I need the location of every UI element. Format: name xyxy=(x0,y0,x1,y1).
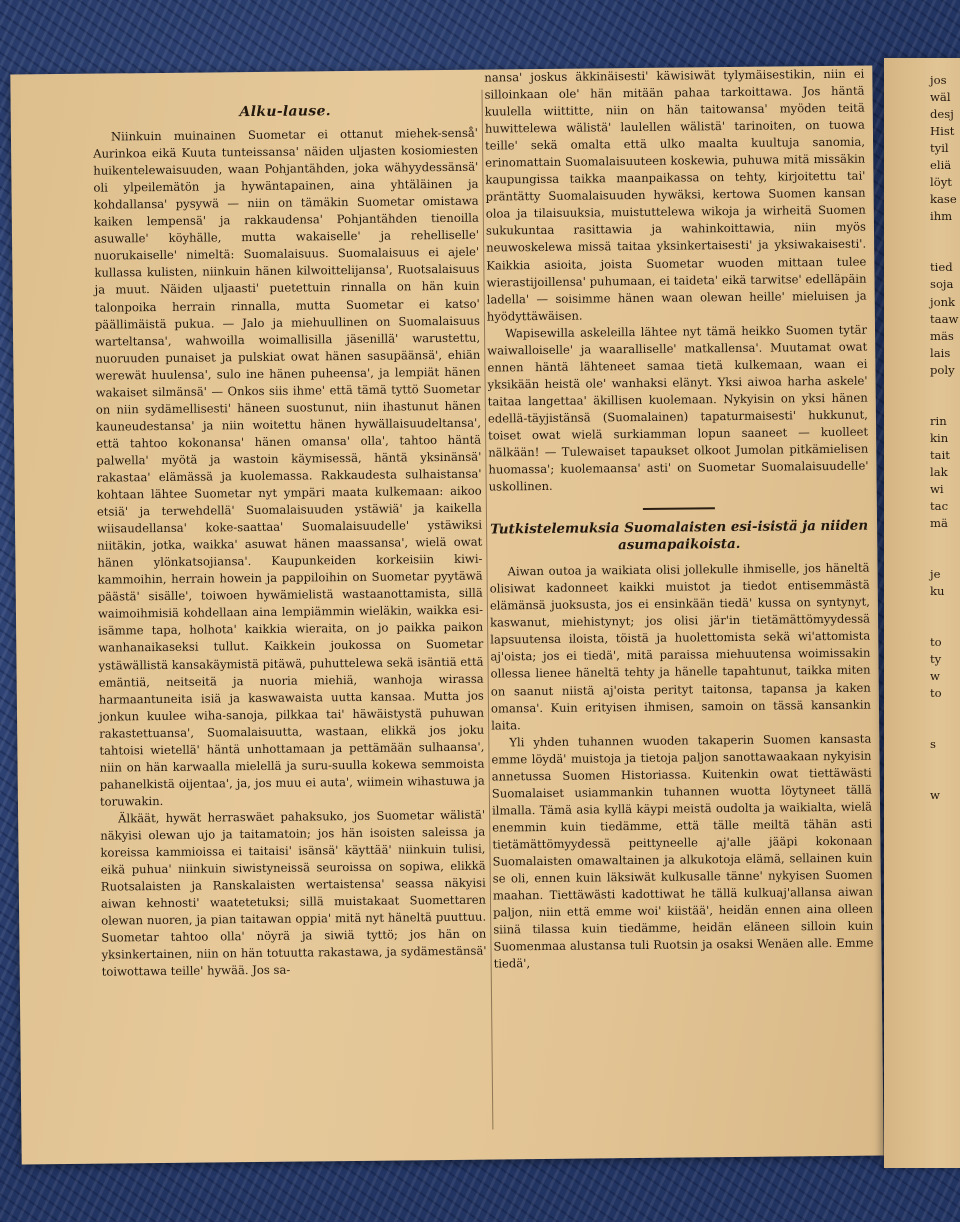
article-headline-tutkistelemuksia: Tutkistelemuksia Suomalaisten esi-isistä ja niiden asumapaikoista. xyxy=(490,517,869,554)
left-column xyxy=(93,102,487,981)
edge-fragment: soja xyxy=(930,277,954,292)
edge-text-fragments xyxy=(930,72,960,804)
right-column xyxy=(484,66,873,973)
edge-fragment: eliä xyxy=(930,158,952,173)
article-title-alkulause: Alku-lause. xyxy=(239,103,332,121)
edge-fragment: ku xyxy=(930,584,945,599)
paragraph: Niinkuin muinainen Suometar ei ottanut miehek-senså' Aurinkoa eikä Kuuta tunteissansa' näiden uljasten kosiomiesten huikentelewaisuuden, waan Pohjantähden, joka wähyydessänsä' oli ylpeilemätön ja hywäntapainen, aina yhtäläinen ja kohdallansa' pysywä — niin on tämäkin Suometar omistawa kaiken lempensä' ja rakkaudensa' Pohjantähden tienoilla asuwalle' köyhälle, mutta wakaiselle' ja rehelliselle' nuorukaiselle' nimeltä: Suomalaisuus. Suomalaisuus ei ajele' kullassa kulisten, niinkuin hänen kilwoittelijansa', Ruotsalaisuus ja muut. Näiden uljaasti' puetettuin rinnalla on hän kuin talonpoika herrain rinnalla, mutta Suometar ei katso' päällimäistä pukua. — Jalo ja miehuullinen on Suomalaisuus warteltansa', wahwoilla woimallisilla jäsenillä' warustettu, nuoruuden punaiset ja pulskiat owat hänen sasupäänsä', ehiän werewät huulensa', sulo ine hänen puheensa', ja lempiät hänen wakaiset silmänsä' — Onkos siis ihme' että tämä tyttö Suometar on niin sydämellisesti' häneen suostunut, niin ihastunut hänen kauneudestansa' ja niin woitettu hänen hywällaisuudeltansa', että tahtoo kokonansa' hänen omansa' olla', tahtoo häntä palwella' myötä ja wastoin käymisessä, häntä yksinänsä' rakastaa' elämässä ja kuolemassa. Rakkaudesta sulhaistansa' kohtaan lähtee Suometar nyt ympäri maata kulkemaan: aikoo etsiä' ja terwehdellä' Suomalaisuuden ystäwiä' ja kaikella wiisaudellansa' koke-saattaa' Suomalaisuudelle' ystäwiksi niitäkin, jotka, waikka' asuwat hänen maassansa', wielä owat hänen ylönkatsojiansa'. Kaupunkeiden korkeisiin kiwi-kammoihin, herrain howein ja pappiloihin on Suometar pyytäwä päästä' sisälle', toiwoen hywämielistä wastaanottamista, sillä waimoihmisiä kohdellaan aina lempiämmin wieläkin, waikka esi-isämme tapa, holhota' kaikkia wieraita, on jo paikka paikon wanhanaikaseksi tullut. Kaikkein joukossa on Suometar ystäwällistä kansakäymistä pitäwä, puhuttelewa sekä isäntiä että emäntiä, neitseitä ja nuoria miehiä, wanhoja wirassa harmaantuneita isiä ja kaswawaista uutta kansaa. Mutta jos jonkun kuulee wiha-sanoja, pilkkaa tai' häwäistystä puhuwan rakastettuansa', Suomalaisuutta, wastaan, elikkä jos joku tahtoisi wietellä' häntä unhottamaan ja pettämään sulhaansa', niin on hän karwaalla mielellä ja suru-suulla kokewa semmoista pahanelkistä oijentaa', ja, jos muu ei auta', wiimein wihastuwa ja toruwakin. xyxy=(93,125,485,809)
edge-fragment: taaw xyxy=(930,311,959,326)
edge-fragment: tac xyxy=(930,498,949,513)
adjacent-page-edge xyxy=(884,58,960,1168)
edge-fragment: jos xyxy=(930,73,947,87)
edge-fragment: tyil xyxy=(930,141,949,156)
edge-fragment xyxy=(930,753,960,787)
edge-fragment: kin xyxy=(930,430,949,445)
edge-fragment: lais xyxy=(930,345,951,360)
newspaper-page xyxy=(10,66,883,1165)
edge-fragment: wi xyxy=(930,481,944,496)
section-rule xyxy=(643,507,715,510)
edge-fragment: wäl xyxy=(930,90,951,105)
edge-fragment: tait xyxy=(930,447,950,462)
paragraph: Älkäät, hywät herraswäet pahaksuko, jos Suometar wälistä' näkyisi olewan ujo ja taitamatoin; jos hän isoisten saleissa ja koreissa kammioissa ei taitaisi' isänsä' käyttää' niinkuin tulisi, eikä puhua' niinkuin siwistyneissä seuroissa on sopiwa, elikkä Ruotsalaisten ja Ranskalaisten wertaistensa' seassa näkyisi aiwan kehnosti' waatetetuksi; sillä muistakaat Suomettaren olewan nuoren, ja pian taitawan oppia' mitä nyt häneltä puuttuu. Suometar tahtoo olla' nöyrä ja siwiä tyttö; jos hän on yksinkertainen, niin on hän totuutta rakastawa, ja sydämestänsä' toiwottawa teille' hywää. Jos sa- xyxy=(100,807,487,979)
edge-fragment: mä xyxy=(930,516,948,531)
edge-fragment: löyt xyxy=(930,175,952,190)
edge-fragment: ty xyxy=(930,652,942,667)
paragraph: Wapisewilla askeleilla lähtee nyt tämä heikko Suomen tytär waiwalloiselle' ja waaralliselle' matkallensa'. Muutamat owat ennen häntä lähteneet samaa tietä kulkemaan, waan ei yksikään heistä ole' wanhaksi elänyt. Yksi aiwoa harha askele' taitaa langettaa' äkillisen kuolemaan. Nykyisin on yksi hänen edellä-täyjistänsä (Suomalainen) tapaturmaisesti' hukkunut, toiset owat wielä surkiamman lopun saaneet — kuolleet nälkään! — Tulewaiset tapaukset olkoot Jumolan pitkämielisen huomassa'; kuolemaansa' asti' on Suometar Suomalaisuudelle' uskollinen. xyxy=(487,322,869,494)
edge-fragment xyxy=(930,379,960,413)
edge-fragment xyxy=(930,600,960,634)
edge-fragment: lak xyxy=(930,464,948,479)
edge-fragment: poly xyxy=(930,362,955,377)
edge-fragment: to xyxy=(930,635,942,650)
edge-fragment: je xyxy=(930,567,941,582)
edge-fragment: w xyxy=(930,669,940,684)
edge-fragment: ihm xyxy=(930,209,953,224)
edge-fragment xyxy=(930,702,960,736)
edge-fragment xyxy=(930,225,960,259)
edge-fragment: desj xyxy=(930,107,954,122)
paragraph-continued: nansa' joskus äkkinäisesti' käwisiwät tylymäisestikin, niin ei silloinkaan ole' hän mitään pahaa tarkoittawa. Jos häntä kuulella wiittitte, niin on hän taitowansa' myöden teitä huwittelewa wälistä' laulellen wälistä' tarinoiten, on tuowa teille' sekä omalta että ulko maalta kuultuja sanomia, erinomattain Suomalaisuuteen koskewia, puhuwa mitä missäkin kaupungissa taikka maanpaikassa on tehty, kirjoitettu tai' präntätty Suomalaisuuden hywäksi, kertowa Suomen kansan oloa ja tilaisuuksia, muistuttelewa wikoja ja wirheitä Suomen sukukuntaa rasittawia ja wahinkoittawia, niin myös neuwoskelewa missä taitaa yksinkertaisesti' ja yksiwakaisesti'. Kaikkia asioita, joista Suometar wuoden mittaan tulee wierastijoillensa' puhumaan, ei taideta' eikä tarwitse' edelläpäin ladella' — soisimme hänen waan olewan heille' mieluisen ja hyödyttäwäisen. xyxy=(484,66,867,324)
paragraph: Yli yhden tuhannen wuoden takaperin Suomen kansasta emme löydä' muistoja ja tietoja paljon sanottawaakaan nykyisin annetussa Suomen Historiassa. Kuitenkin owat tiettäwästi Suomalaiset usiammankin tuhannen wuotta löytyneet tällä ilmalla. Tämä asia kyllä käypi meistä oudolta ja waikialta, wielä enemmin kuin tiedämme, että tälle meiltä tähän asti tietämättömyydessä peittyneelle aj'alle jääpi kokonaan Suomalaisten omawaltainen ja alkukotoja elämä, sellainen kuin se oli, ennen kuin läksiwät kulkusalle tänne' nykyisen Suomen maahan. Tiettäwästi kadottiwat he tällä kulkuaj'allansa aiwan paljon, niin että emme woi' kiistää', heidän ennen aina olleen siinä tilassa kuin tiedämme, heidän eläneen silloin kuin Suomenmaa alustansa tuli Ruotsin ja osaksi Wenäen alle. Emme tiedä', xyxy=(491,731,874,971)
paragraph: Aiwan outoa ja waikiata olisi jollekulle ihmiselle, jos häneltä olisiwat kadonneet kaikki muistot ja tiedot entisemmästä elämänsä juoksusta, jos ei ensinkään tiedä' kussa on syntynyt, kaswanut, miehistynyt; jos olisi jär'in tietämättömyydessä lapsuutensa iloista, töistä ja huolettomista sekä wi'attomista aj'oista; jos ei tiedä', mitä paraissa miehuutensa woimissakin ollessa lienee häneltä tehty ja hänelle tapahtunut, taikka miten on saanut niistä aj'oista perityt taitonsa, tapansa ja kaken omansa'. Kuin erityisen ihmisen, samoin on tässä kansankin laita. xyxy=(489,560,872,733)
edge-fragment xyxy=(930,532,960,566)
edge-fragment: to xyxy=(930,686,942,701)
edge-fragment: kase xyxy=(930,192,957,207)
edge-fragment: mäs xyxy=(930,328,954,343)
edge-fragment: Hist xyxy=(930,124,955,139)
edge-fragment: s xyxy=(930,737,936,752)
edge-fragment: jonk xyxy=(930,294,956,309)
edge-fragment: tied xyxy=(930,260,953,275)
edge-fragment: w xyxy=(930,788,940,803)
edge-fragment: rin xyxy=(930,413,947,428)
